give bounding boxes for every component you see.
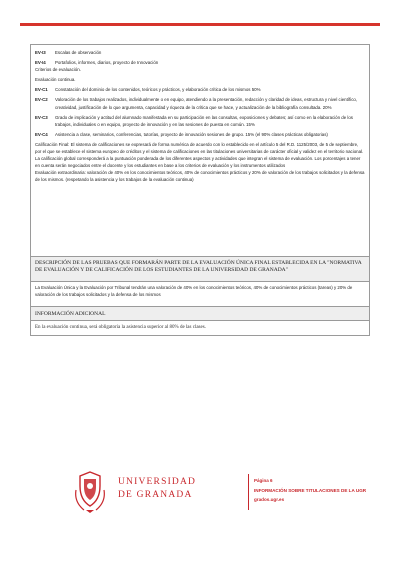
page-number: Página 6 — [254, 478, 273, 483]
criterion-text: Valoración de los trabajos realizados, individualmente o en equipo, atendiendo a la presentación, redacción y claridad de ideas, estructura y nivel científico, creatividad, justificación de lo que argumenta, capacidad y riqueza de la crítica que se hace, y actualización de la bibliografía consultada. 20% — [55, 97, 358, 110]
additional-info-heading-cell — [31, 307, 369, 321]
grados-site-link[interactable]: grados.ugr.es — [254, 497, 285, 502]
criterion-code: EV-C4 — [35, 131, 48, 137]
eval-line — [35, 49, 365, 56]
top-red-rule — [20, 23, 380, 26]
criterion-item — [35, 131, 365, 138]
top-bar — [0, 0, 400, 30]
university-seal-icon — [70, 470, 110, 514]
additional-info-text: En la evaluación continua, será obligatoria la asistencia superior al 80% de las clases. — [35, 325, 206, 330]
eval-line-text: Escalas de observación — [55, 50, 102, 55]
criterion-code: EV-C2 — [35, 97, 48, 103]
titulaciones-info-label: INFORMACIÓN SOBRE TITULACIONES DE LA UGR — [254, 488, 367, 493]
extraordinary-eval-text: Evaluación extraordinaria: valoración de 40% en los conocimientos teóricos, 40% de conocimientos prácticos y 20% de valoración de los trabajos solicitados y la defensa de los mismos. (respetando la asistencia y los trabajos de la evaluación continua) — [35, 170, 365, 183]
additional-info-text-cell — [31, 321, 369, 335]
eval-line — [35, 59, 365, 66]
criterion-item — [35, 86, 365, 93]
criterion-code: EV-C3 — [35, 114, 48, 120]
university-name-line2: DE GRANADA — [118, 490, 193, 500]
additional-info-heading: INFORMACIÓN ADICIONAL — [35, 311, 106, 317]
single-eval-text: La Evaluación Única y la Evaluación por Tribunal tendrán una valoración de 40% en los conocimientos teóricos, 40% de conocimientos prácticos (tareas) y 20% de valoración de los trabajos solicitados y la defensa de los mismos — [35, 285, 353, 297]
page-footer — [0, 468, 400, 528]
eval-line-text: Portafolios, informes, diarios, proyecto de Innovación — [55, 60, 159, 66]
criteria-title: Criterios de evaluación. — [35, 67, 81, 73]
eval-line-code: EV-I3 — [35, 50, 46, 55]
criterion-text: Constatación del dominio de los contenidos, teóricos y prácticos, y elaboración crítica de los mismos 50% — [55, 87, 261, 93]
criterion-item — [35, 114, 365, 128]
final-grade-text: Calificación Final: El sistema de calificaciones se expresará de forma numérica de acuerdo con lo establecido en el artículo 5 del R.D. 1125/2003, de 5 de septiembre, por el que se establece el sistema europeo de créditos y el sistema de calificaciones en las titulaciones universitarias de carácter oficial y validez en el territorio nacional. La calificación global corresponderá a la puntuación ponderada de los diferentes aspectos y actividades que integran el sistema de evaluación. Los porcentajes a tener en cuenta serán negociados entre el docente y los estudiantes en base a los criterios de evaluación y los instrumentos utilizados — [35, 141, 364, 169]
criterion-code: EV-C1 — [35, 87, 48, 93]
evaluation-cell — [31, 45, 369, 257]
single-eval-heading-cell — [31, 257, 369, 282]
eval-line-code: EV-I4 — [35, 60, 46, 66]
single-eval-text-cell — [31, 282, 369, 307]
single-eval-heading: DESCRIPCIÓN DE LAS PRUEBAS QUE FORMARÁN PARTE DE LA EVALUACIÓN ÚNICA FINAL ESTABLECIDA EN LA "NORMATIVA DE EVALUACIÓN Y DE CALIFICACIÓN DE LOS ESTUDIANTES DE LA UNIVERSIDAD DE GRANADA" — [35, 260, 362, 274]
criterion-text: Grado de implicación y actitud del alumnado manifestada en su participación en las consultas, exposiciones y debates; así como en la elaboración de los trabajos, individuales o en equipo, proyecto de innovación y en las sesiones de puesta en común. 15% — [55, 114, 354, 127]
continuous-title: Evaluación continua. — [35, 77, 76, 83]
criterion-item — [35, 96, 365, 110]
footer-divider — [248, 474, 249, 510]
criterion-text: Asistencia a clase, seminarios, conferencias, tutorías, proyecto de innovación sesiones de grupo. 15% (el 90% clases prácticas obligatorias) — [55, 131, 328, 137]
university-name-line1: UNIVERSIDAD — [118, 477, 197, 487]
content-table — [30, 44, 370, 336]
